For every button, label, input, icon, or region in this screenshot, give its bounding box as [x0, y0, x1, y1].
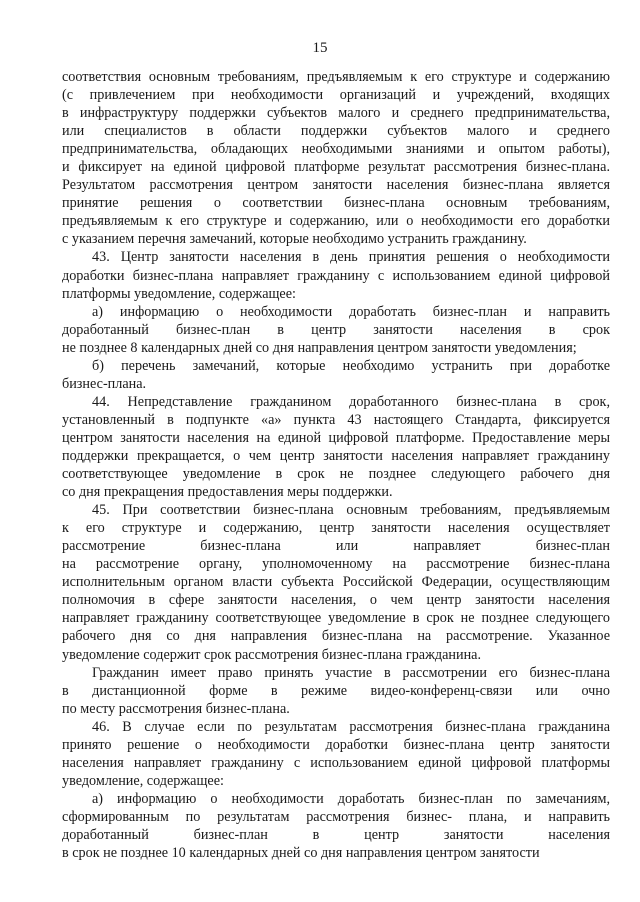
text-line: 45. При соответствии бизнес-плана основным требованиям, предъявляемым	[92, 502, 610, 519]
text-line: в инфраструктуру поддержки субъектов малого и среднего предпринимательства,	[62, 105, 610, 122]
paragraph-p5	[62, 393, 610, 501]
text-line: уведомление содержит срок рассмотрения бизнес-плана гражданина.	[62, 646, 482, 663]
text-line: полномочия в сфере занятости населения, о чем центр занятости населения	[62, 592, 610, 609]
text-line: со дня прекращения предоставления меры поддержки.	[62, 484, 393, 501]
text-line: рабочего дня со дня направления бизнес-плана на рассмотрение. Указанное	[62, 628, 610, 645]
text-line: установленный в подпункте «а» пункта 43 настоящего Стандарта, фиксируется	[62, 411, 610, 428]
text-line: исполнительным органом власти субъекта Российской Федерации, осуществляющим	[62, 574, 610, 591]
text-line: в дистанционной форме в режиме видео-конференц-связи или очно	[62, 682, 610, 699]
text-line: предпринимательства, обладающих необходимыми знаниями и опытом работы),	[62, 141, 610, 158]
paragraph-p4	[62, 357, 610, 393]
text-line: 43. Центр занятости населения в день принятия решения о необходимости	[92, 249, 610, 266]
text-line: принятие решения о соответствии бизнес-плана основным требованиям,	[62, 195, 610, 212]
text-line: в срок не позднее 10 календарных дней со дня направления центром занятости	[62, 845, 540, 862]
text-line: предъявляемым к его структуре и содержанию, или о необходимости его доработки	[62, 213, 610, 230]
text-line: соответствующее уведомление в срок не позднее следующего рабочего дня	[62, 466, 610, 483]
text-line: на рассмотрение органу, уполномоченному на рассмотрение бизнес-плана	[62, 556, 610, 573]
document-body	[62, 68, 610, 862]
paragraph-p8	[62, 718, 610, 790]
text-line: доработанный бизнес-план в центр занятости населения	[62, 826, 610, 843]
paragraph-p1	[62, 68, 610, 248]
paragraph-p2	[62, 248, 610, 302]
text-line: с указанием перечня замечаний, которые необходимо устранить гражданину.	[62, 231, 527, 248]
text-line: платформы уведомление, содержащее:	[62, 285, 296, 302]
text-line: рассмотрение бизнес-плана или направляет бизнес-план	[62, 538, 610, 555]
text-line: сформированным по результатам рассмотрения бизнес- плана, и направить	[62, 808, 610, 825]
text-line: бизнес-плана.	[62, 375, 147, 392]
text-line: соответствия основным требованиям, предъявляемым к его структуре и содержанию	[62, 69, 610, 85]
text-line: Результатом рассмотрения центром занятости населения бизнес-плана является	[62, 177, 610, 194]
text-line: населения направляет гражданину с использованием единой цифровой платформы	[62, 754, 610, 771]
text-line: 46. В случае если по результатам рассмотрения бизнес-плана гражданина	[92, 718, 610, 735]
text-line: к его структуре и содержанию, центр занятости населения осуществляет	[62, 520, 610, 537]
text-line: и фиксирует на единой цифровой платформе результат рассмотрения бизнес-плана.	[62, 159, 610, 176]
text-line: центром занятости населения на единой цифровой платформе. Предоставление меры	[62, 429, 610, 446]
text-line: (с привлечением при необходимости организаций и учреждений, входящих	[62, 87, 610, 104]
text-line: 44. Непредставление гражданином доработанного бизнес-плана в срок,	[92, 393, 610, 410]
text-line: уведомление, содержащее:	[62, 772, 224, 789]
text-line: по месту рассмотрения бизнес-плана.	[62, 700, 290, 717]
paragraph-p3	[62, 303, 610, 357]
text-line: или специалистов в области поддержки субъектов малого и среднего	[62, 123, 610, 140]
text-line: а) информацию о необходимости доработать бизнес-план по замечаниям,	[92, 790, 610, 807]
text-line: доработки бизнес-плана направляет гражданину с использованием единой цифровой	[62, 267, 610, 284]
text-line: принято решение о необходимости доработки бизнес-плана центр занятости	[62, 736, 610, 753]
text-line: не позднее 8 календарных дней со дня направления центром занятости уведомления;	[62, 339, 577, 356]
text-line: поддержки прекращается, о чем центр занятости населения направляет гражданину	[62, 447, 610, 464]
text-line: б) перечень замечаний, которые необходимо устранить при доработке	[92, 357, 610, 374]
text-line: доработанный бизнес-план в центр занятости населения в срок	[62, 321, 610, 338]
text-line: а) информацию о необходимости доработать бизнес-план и направить	[92, 303, 610, 320]
paragraph-p6	[62, 501, 610, 663]
page-number: 15	[312, 40, 328, 56]
paragraph-p9	[62, 790, 610, 862]
text-line: Гражданин имеет право принять участие в рассмотрении его бизнес-плана	[92, 664, 610, 681]
paragraph-p7	[62, 664, 610, 718]
text-line: направляет гражданину соответствующее уведомление в срок не позднее следующего	[62, 610, 610, 627]
